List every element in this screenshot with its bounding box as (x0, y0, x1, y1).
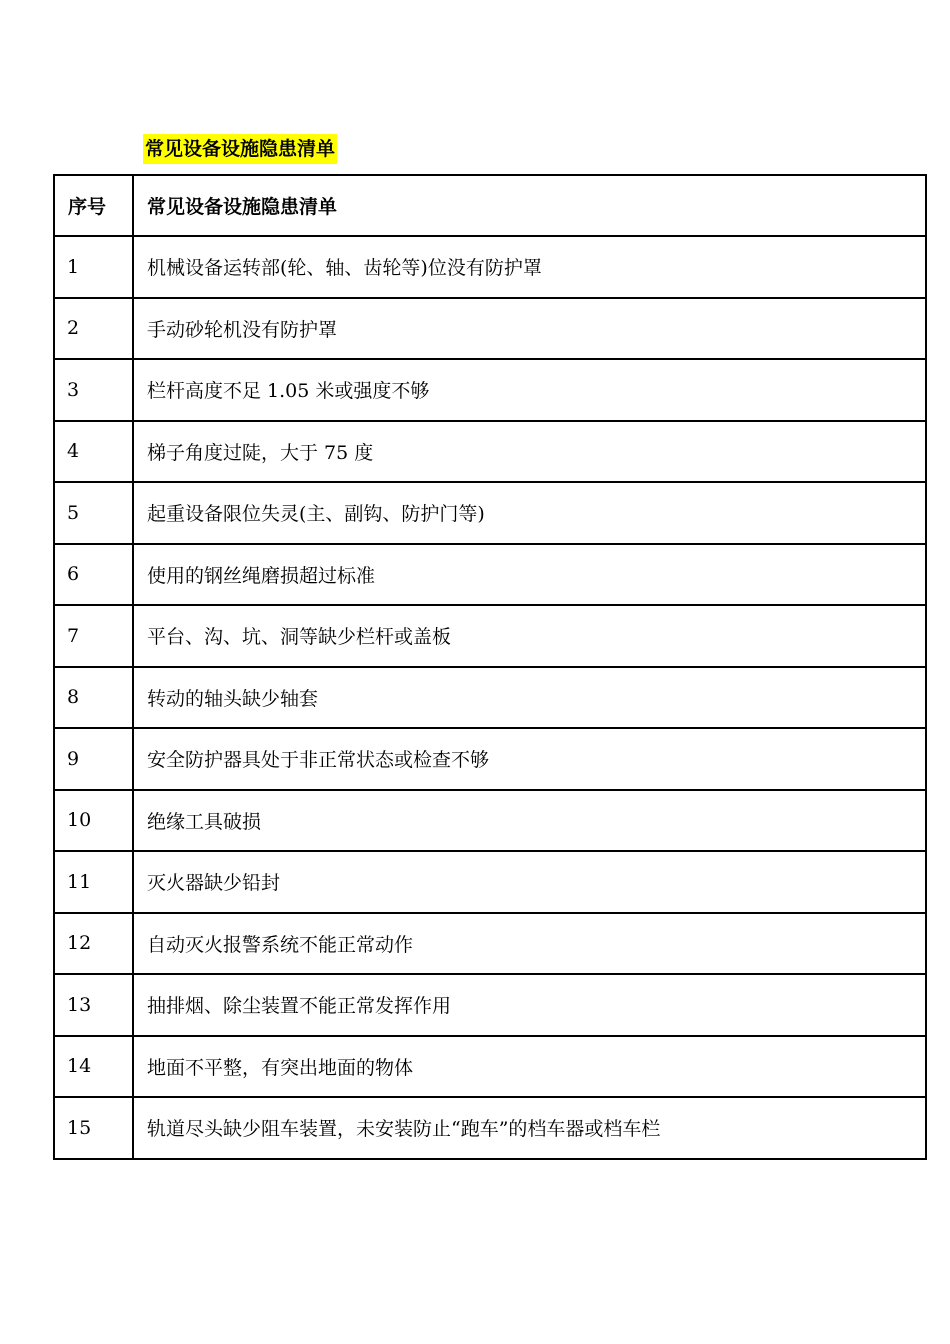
table-row (54, 1036, 926, 1098)
row-number: 3 (54, 359, 133, 421)
row-number: 12 (54, 913, 133, 975)
row-number: 8 (54, 667, 133, 729)
document-title: 常见设备设施隐患清单 (143, 134, 337, 164)
row-number: 6 (54, 544, 133, 606)
row-number: 9 (54, 728, 133, 790)
header-serial-number: 序号 (54, 175, 133, 236)
row-hazard-text: 机械设备运转部(轮、轴、齿轮等)位没有防护罩 (133, 236, 926, 298)
table-row (54, 913, 926, 975)
table-row (54, 544, 926, 606)
row-number: 1 (54, 236, 133, 298)
row-number: 5 (54, 482, 133, 544)
table-row (54, 1097, 926, 1159)
table-body (54, 236, 926, 1159)
row-number: 2 (54, 298, 133, 360)
table-row (54, 298, 926, 360)
table-row (54, 974, 926, 1036)
row-hazard-text: 栏杆高度不足 1.05 米或强度不够 (133, 359, 926, 421)
row-number: 11 (54, 851, 133, 913)
row-hazard-text: 手动砂轮机没有防护罩 (133, 298, 926, 360)
table-row (54, 236, 926, 298)
header-hazard-item: 常见设备设施隐患清单 (133, 175, 926, 236)
row-number: 4 (54, 421, 133, 483)
row-hazard-text: 轨道尽头缺少阻车装置，未安装防止“跑车”的档车器或档车栏 (133, 1097, 926, 1159)
row-hazard-text: 自动灭火报警系统不能正常动作 (133, 913, 926, 975)
row-hazard-text: 绝缘工具破损 (133, 790, 926, 852)
row-number: 13 (54, 974, 133, 1036)
table-row (54, 482, 926, 544)
row-hazard-text: 安全防护器具处于非正常状态或检查不够 (133, 728, 926, 790)
row-hazard-text: 梯子角度过陡，大于 75 度 (133, 421, 926, 483)
table-row (54, 790, 926, 852)
row-hazard-text: 抽排烟、除尘装置不能正常发挥作用 (133, 974, 926, 1036)
table-row (54, 359, 926, 421)
row-hazard-text: 使用的钢丝绳磨损超过标准 (133, 544, 926, 606)
table-row (54, 728, 926, 790)
table-header-row (54, 175, 926, 236)
hazard-list-table (53, 174, 927, 1160)
row-number: 14 (54, 1036, 133, 1098)
row-number: 7 (54, 605, 133, 667)
row-hazard-text: 地面不平整，有突出地面的物体 (133, 1036, 926, 1098)
row-hazard-text: 平台、沟、坑、洞等缺少栏杆或盖板 (133, 605, 926, 667)
table-row (54, 667, 926, 729)
row-hazard-text: 起重设备限位失灵(主、副钩、防护门等) (133, 482, 926, 544)
row-number: 15 (54, 1097, 133, 1159)
row-number: 10 (54, 790, 133, 852)
table-row (54, 421, 926, 483)
row-hazard-text: 灭火器缺少铅封 (133, 851, 926, 913)
table-row (54, 851, 926, 913)
row-hazard-text: 转动的轴头缺少轴套 (133, 667, 926, 729)
table-row (54, 605, 926, 667)
